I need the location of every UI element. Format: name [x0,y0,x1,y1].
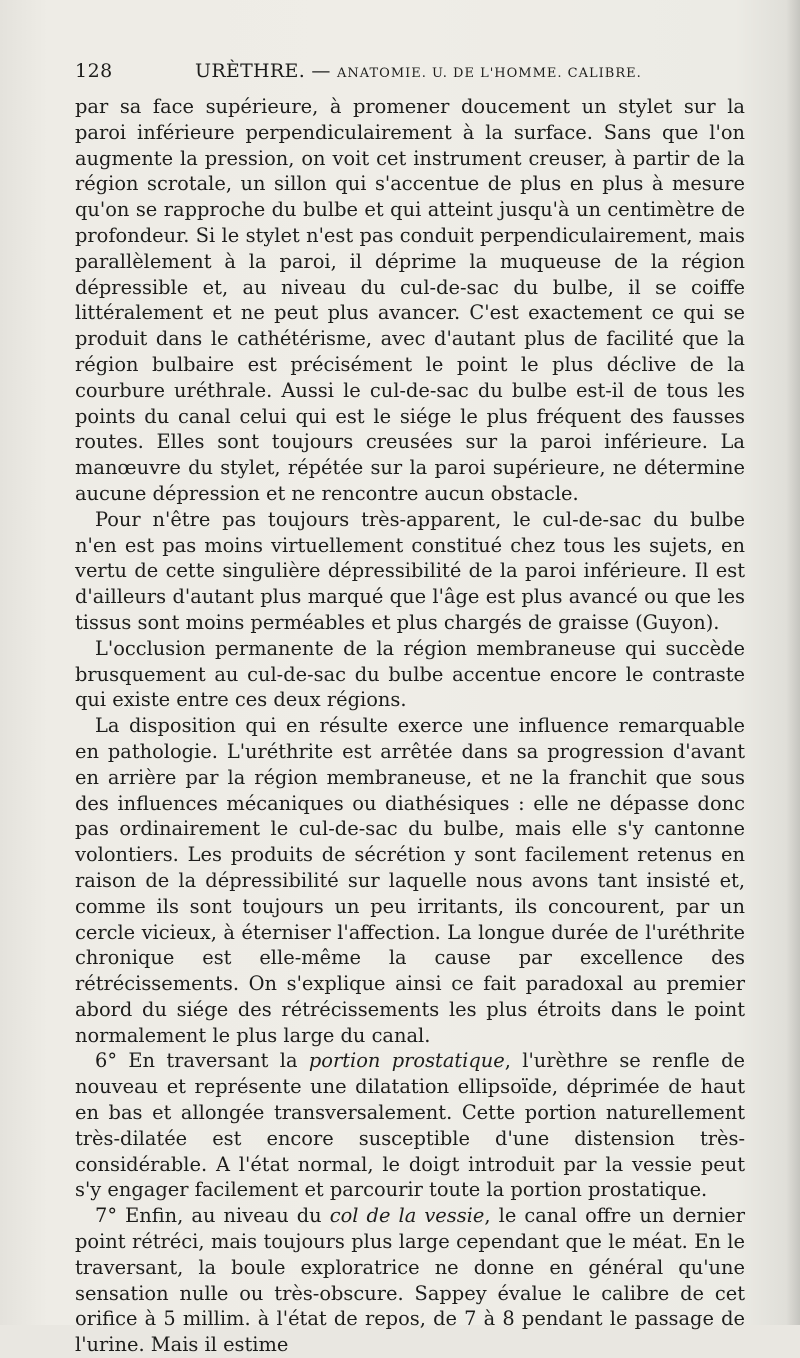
paragraph-6-rest: , le canal offre un dernier point rétréci, mais toujours plus large cependant que le méat. En le traversant, la boule exploratrice ne donne en général qu'une sensation nulle ou très-obscure. Sappey évalue le calibre de cet orifice à 5 millim. à l'état de repos, de 7 à 8 pendant le passage de l'urine. Mais il estime [75,1204,746,1357]
page-number: 128 [75,60,113,82]
paragraph-2: Pour n'être pas toujours très-apparent, le cul-de-sac du bulbe n'en est pas moins virtuellement constitué chez tous les sujets, en vertu de cette singulière dépressibilité de la paroi inférieure. Il est d'ailleurs d'autant plus marqué que l'âge est plus avancé ou que les tissus sont moins perméables et plus chargés de graisse (Guyon). [75,507,745,634]
page-edge-shadow [786,0,800,1325]
paragraph-5-start: 6° En traversant la [95,1049,309,1073]
paragraph-5-rest: , l'urèthre se renfle de nouveau et représente une dilatation ellipsoïde, déprimée de haut en bas et allongée transversalement. Cette portion naturellement très-dilatée est encore susceptible d'une distension très-considérable. A l'état normal, le doigt introduit par la vessie peut s'y engager facilement et parcourir toute la portion prostatique. [75,1049,745,1202]
chapter-title: URÈTHRE. [195,60,306,82]
running-header [75,60,758,94]
paragraph-5 [75,1048,745,1203]
term-col-de-la-vessie: col de la vessie [329,1204,485,1228]
term-portion-prostatique: portion prostatique [308,1049,505,1073]
running-title [195,60,642,82]
title-separator: — [311,60,331,82]
page-body [75,94,745,1358]
paragraph-4: La disposition qui en résulte exerce une influence remarquable en pathologie. L'uréthrite est arrêtée dans sa progression d'avant en arrière par la région membraneuse, et ne la franchit que sous des influences mécaniques ou diathésiques : elle ne dépasse donc pas ordinairement le cul-de-sac du bulbe, mais elle s'y cantonne volontiers. Les produits de sécrétion y sont facilement retenus en raison de la dépressibilité sur laquelle nous avons tant insisté et, comme ils sont toujours un peu irritants, ils concourent, par un cercle vicieux, à éterniser l'affection. La longue durée de l'uréthrite chronique est elle-même la cause par excellence des rétrécissements. On s'explique ainsi ce fait paradoxal au premier abord du siége des rétrécissements les plus étroits dans le point normalement le plus large du canal. [75,714,745,1047]
section-title: ANATOMIE. U. DE L'HOMME. CALIBRE. [337,66,642,81]
paragraph-3: L'occlusion permanente de la région membraneuse qui succède brusquement au cul-de-sac du bulbe accentue encore le contraste qui existe entre ces deux régions. [75,636,745,712]
paragraph-6-start: 7° Enfin, au niveau du [95,1204,330,1228]
paragraph-1: par sa face supérieure, à promener doucement un stylet sur la paroi inférieure perpendiculairement à la surface. Sans que l'on augmente la pression, on voit cet instrument creuser, à partir de la région scrotale, un sillon qui s'accentue de plus en plus à mesure qu'on se rapproche du bulbe et qui atteint jusqu'à un centimètre de profondeur. Si le stylet n'est pas conduit perpendiculairement, mais parallèlement à la paroi, il déprime la muqueuse de la région dépressible et, au niveau du cul-de-sac du bulbe, il se coiffe littéralement et ne peut plus avancer. C'est exactement ce qui se produit dans le cathétérisme, avec d'autant plus de facilité que la région bulbaire est précisément le point le plus déclive de la courbure uréthrale. Aussi le cul-de-sac du bulbe est-il de tous les points du canal celui qui est le siége le plus fréquent des fausses routes. Elles sont toujours creusées sur la paroi inférieure. La manœuvre du stylet, répétée sur la paroi supérieure, ne détermine aucune dépression et ne rencontre aucun obstacle. [75,95,745,505]
paragraph-6 [75,1203,745,1358]
